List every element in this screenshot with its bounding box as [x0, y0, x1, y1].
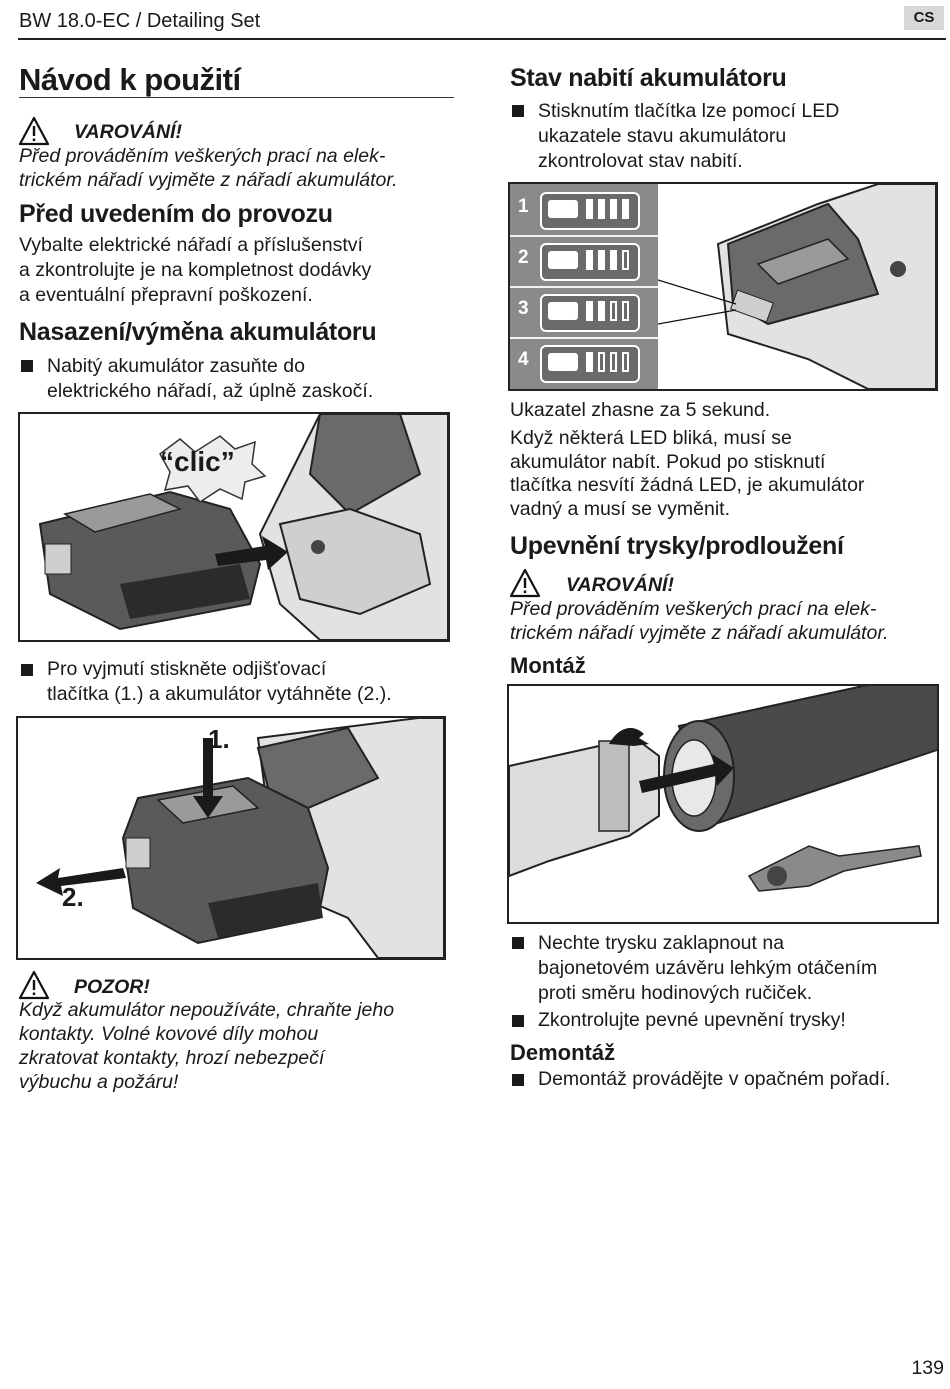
text-line: Pro vyjmutí stiskněte odjišťovací	[47, 658, 327, 680]
bullet-text-check	[538, 1008, 846, 1033]
text-line: bajonetovém uzávěru lehkým otáčením	[538, 957, 878, 979]
bullet-text-insert	[47, 354, 373, 404]
section-heading-before-use: Před uvedením do provozu	[19, 200, 333, 228]
language-badge: CS	[904, 6, 944, 30]
bullet-text-remove	[47, 657, 392, 707]
led-segment	[598, 250, 605, 270]
step-1-label: 1.	[208, 724, 230, 754]
text-line: Když některá LED bliká, musí se	[510, 427, 792, 449]
caution-line: výbuchu a požáru!	[19, 1071, 179, 1093]
led-segment	[622, 352, 629, 372]
led-segment	[586, 250, 593, 270]
bullet-text-nozzle-snap	[538, 931, 877, 1006]
montage-heading: Montáž	[510, 653, 586, 678]
battery-icon-body	[548, 200, 578, 218]
battery-insert-figure	[18, 412, 450, 642]
warning-triangle-icon	[18, 116, 50, 146]
battery-icon-body	[548, 251, 578, 269]
bullet-marker	[512, 1074, 524, 1086]
warning-label: VAROVÁNÍ!	[566, 574, 674, 596]
document-header-title: BW 18.0-EC / Detailing Set	[19, 10, 261, 32]
bullet-marker	[512, 937, 524, 949]
text-line: ukazatele stavu akumulátoru	[538, 125, 787, 147]
warning-text	[510, 597, 889, 645]
battery-gauge-icon	[540, 294, 640, 332]
led-row-divider	[510, 286, 658, 288]
led-blinking-text	[510, 427, 864, 521]
bullet-text-dismantle: Demontáž provádějte v opačném pořadí.	[538, 1068, 891, 1090]
warning-triangle-icon	[509, 568, 541, 598]
caution-text	[19, 998, 394, 1094]
text-line: zkontrolovat stav nabití.	[538, 150, 743, 172]
bullet-marker	[512, 1015, 524, 1027]
section-heading-charge-state: Stav nabití akumulátoru	[510, 64, 787, 92]
text-line: Stisknutím tlačítka lze pomocí LED	[538, 100, 840, 122]
caution-label: POZOR!	[74, 976, 150, 998]
led-segment	[598, 199, 605, 219]
led-segment	[586, 199, 593, 219]
text-line: Zkontrolujte pevné upevnění trysky!	[538, 1009, 846, 1031]
warning-line: trickém nářadí vyjměte z nářadí akumulátor.	[510, 622, 889, 644]
text-line: Vybalte elektrické nářadí a příslušenství	[19, 234, 363, 256]
text-line: tlačítka (1.) a akumulátor vytáhněte (2.).	[47, 683, 392, 705]
led-segment	[610, 250, 617, 270]
led-row-number: 2	[518, 247, 529, 268]
bullet-marker	[21, 664, 33, 676]
battery-remove-figure	[16, 716, 446, 960]
led-row-number: 4	[518, 349, 529, 370]
led-segment	[610, 352, 617, 372]
clic-label: “clic”	[160, 446, 235, 477]
caution-line: zkratovat kontakty, hrozí nebezpečí	[19, 1047, 325, 1069]
title-divider	[19, 97, 454, 98]
battery-gauge-icon	[540, 345, 640, 383]
led-segment	[622, 301, 629, 321]
led-segment	[598, 301, 605, 321]
bullet-marker	[512, 105, 524, 117]
warning-line: Před prováděním veškerých prací na elek-	[19, 145, 386, 167]
led-row	[510, 286, 658, 337]
led-segment	[598, 352, 605, 372]
battery-icon-body	[548, 302, 578, 320]
section-heading-battery-change: Nasazení/výměna akumulátoru	[19, 318, 377, 346]
led-segment	[610, 301, 617, 321]
led-row	[510, 235, 658, 286]
header-divider	[18, 38, 946, 40]
led-row-number: 3	[518, 298, 529, 319]
before-use-text	[19, 233, 371, 308]
text-line: vadný a musí se vyměnit.	[510, 497, 731, 520]
dismantle-heading: Demontáž	[510, 1040, 616, 1065]
caution-line: Když akumulátor nepoužíváte, chraňte jeho	[19, 999, 395, 1021]
battery-gauge-icon	[540, 192, 640, 230]
led-segment	[622, 250, 629, 270]
led-segment	[586, 301, 593, 321]
nozzle-mount-figure	[507, 684, 939, 924]
section-heading-nozzle: Upevnění trysky/prodloužení	[510, 532, 844, 560]
text-line: Nabitý akumulátor zasuňte do	[47, 355, 305, 377]
text-line: akumulátor nabít. Pokud po stisknutí	[510, 450, 826, 473]
caution-triangle-icon	[18, 970, 50, 1000]
warning-line: trickém nářadí vyjměte z nářadí akumulátor.	[19, 169, 398, 191]
led-row-divider	[510, 337, 658, 339]
led-row-number: 1	[518, 196, 529, 217]
text-line: tlačítka nesvítí žádná LED, je akumulátor	[510, 474, 865, 496]
page-number: 139	[911, 1357, 944, 1379]
led-row	[510, 337, 658, 388]
led-segment	[586, 352, 593, 372]
led-segment	[622, 199, 629, 219]
page-title: Návod k použití	[19, 62, 241, 97]
text-line: a zkontrolujte je na kompletnost dodávky	[19, 259, 372, 281]
warning-line: Před prováděním veškerých prací na elek-	[510, 598, 877, 620]
step-2-label: 2.	[62, 882, 84, 912]
warning-text	[19, 144, 398, 192]
text-line: proti směru hodinových ručiček.	[538, 982, 813, 1004]
battery-icon-body	[548, 353, 578, 371]
caution-line: kontakty. Volné kovové díly mohou	[19, 1023, 319, 1045]
text-line: elektrického nářadí, až úplně zaskočí.	[47, 380, 374, 402]
led-row	[510, 184, 658, 235]
battery-gauge-icon	[540, 243, 640, 281]
bullet-marker	[21, 360, 33, 372]
led-panel	[510, 184, 658, 389]
led-indicator-figure	[508, 182, 938, 391]
warning-label: VAROVÁNÍ!	[74, 121, 182, 143]
bullet-text-charge	[538, 99, 839, 174]
text-line: a eventuální přepravní poškození.	[19, 284, 313, 306]
led-segment	[610, 199, 617, 219]
indicator-off-text: Ukazatel zhasne za 5 sekund.	[510, 399, 771, 421]
led-row-divider	[510, 235, 658, 237]
text-line: Nechte trysku zaklapnout na	[538, 932, 785, 954]
